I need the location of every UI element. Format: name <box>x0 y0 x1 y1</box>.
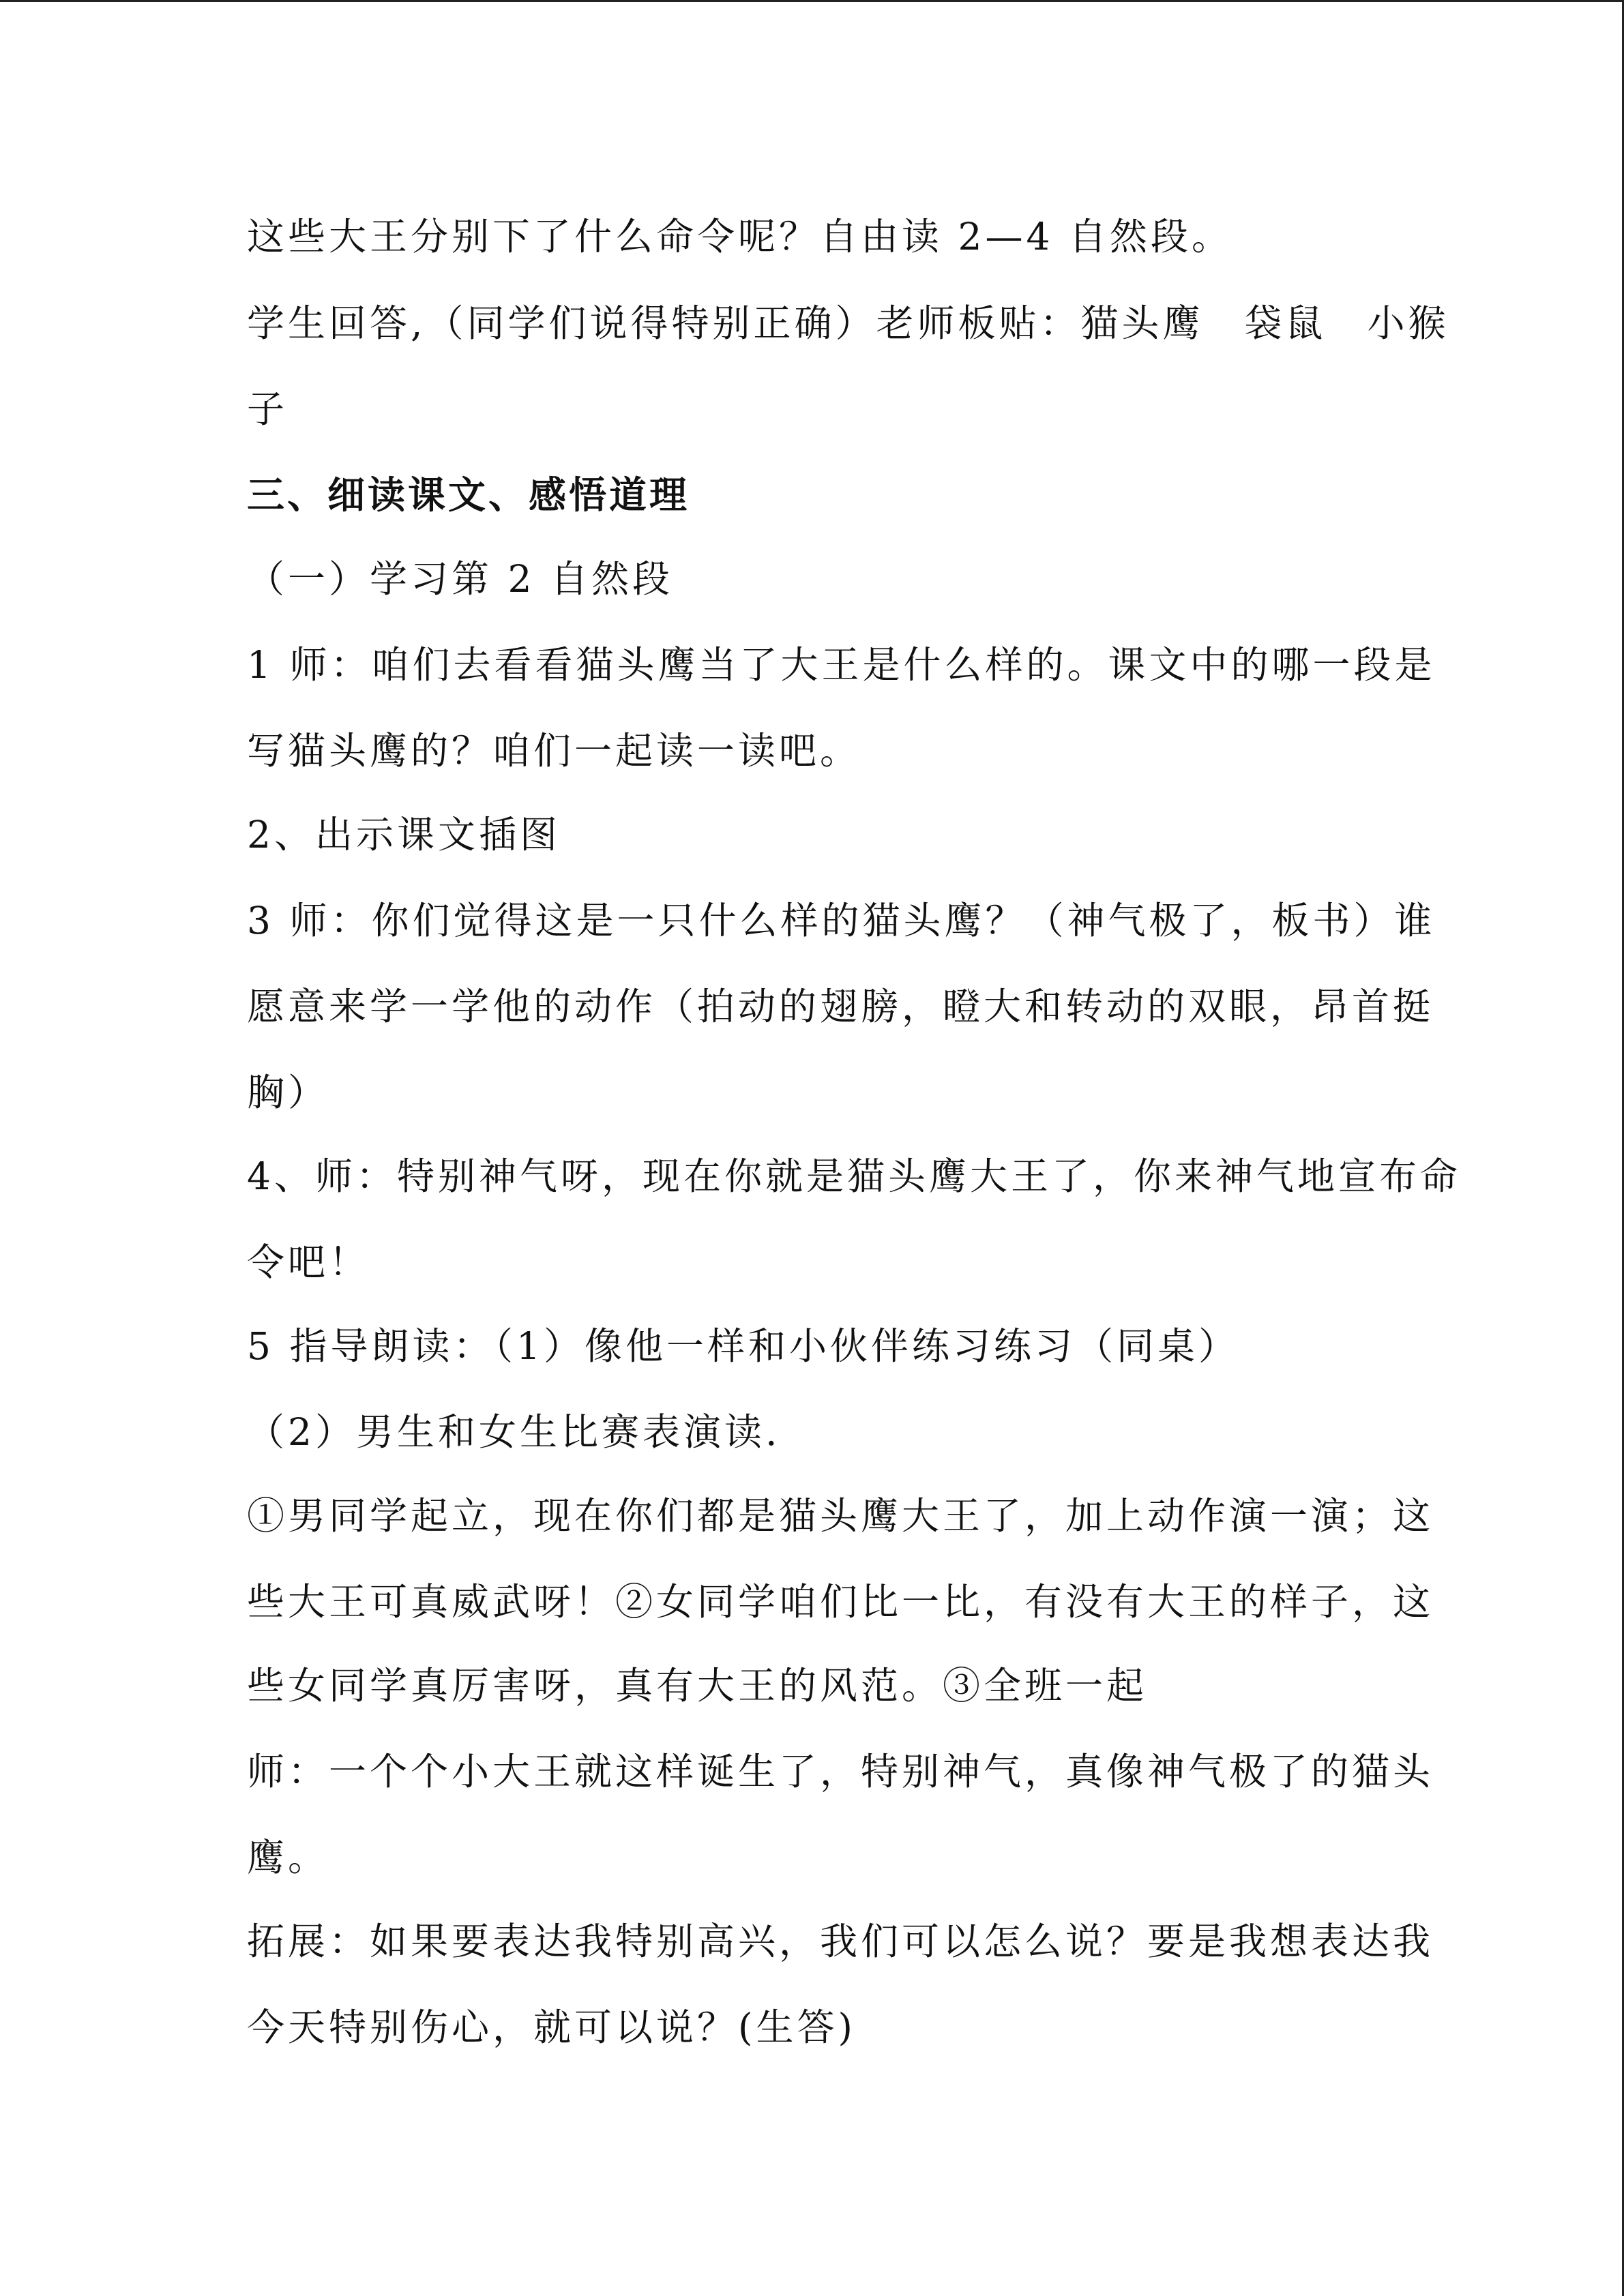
text-line-3: 子 <box>247 387 289 431</box>
text-line-20: 鹰。 <box>247 1836 329 1879</box>
text-line-22: 今天特别伤心，就可以说？(生答) <box>247 2006 856 2049</box>
page-top-border <box>0 0 1624 2</box>
text-line-9: 3 师：你们觉得这是一只什么样的猫头鹰？（神气极了，板书）谁 <box>247 899 1436 942</box>
text-line-21: 拓展：如果要表达我特别高兴，我们可以怎么说？要是我想表达我 <box>247 1920 1434 1963</box>
text-line-7: 写猫头鹰的？咱们一起读一读吧。 <box>247 729 861 773</box>
text-line-16: ①男同学起立，现在你们都是猫头鹰大王了，加上动作演一演；这 <box>247 1494 1434 1538</box>
section-heading: 三、细读课文、感悟道理 <box>247 473 690 517</box>
text-line-19: 师：一个个小大王就这样诞生了，特别神气，真像神气极了的猫头 <box>247 1750 1434 1793</box>
text-line-18: 些女同学真厉害呀，真有大王的风范。③全班一起 <box>247 1664 1148 1708</box>
text-line-2: 学生回答,（同学们说得特别正确）老师板贴：猫头鹰 袋鼠 小猴 <box>247 301 1449 345</box>
text-line-13: 令吧！ <box>247 1240 370 1284</box>
text-line-11: 胸） <box>247 1071 329 1114</box>
text-line-17: 些大王可真威武呀！②女同学咱们比一比，有没有大王的样子，这 <box>247 1580 1434 1624</box>
text-line-1: 这些大王分别下了什么命令呢？自由读 2—4 自然段。 <box>247 215 1232 258</box>
text-line-15: （2）男生和女生比赛表演读. <box>247 1410 781 1454</box>
text-line-10: 愿意来学一学他的动作（拍动的翅膀，瞪大和转动的双眼，昂首挺 <box>247 985 1434 1028</box>
text-line-14: 5 指导朗读：（1）像他一样和小伙伴练习练习（同桌） <box>247 1324 1239 1368</box>
text-line-8: 2、出示课文插图 <box>247 813 561 856</box>
text-line-5: （一）学习第 2 自然段 <box>247 557 673 601</box>
text-line-6: 1 师：咱们去看看猫头鹰当了大王是什么样的。课文中的哪一段是 <box>247 643 1436 687</box>
text-line-12: 4、师：特别神气呀，现在你就是猫头鹰大王了，你来神气地宣布命 <box>247 1154 1461 1198</box>
